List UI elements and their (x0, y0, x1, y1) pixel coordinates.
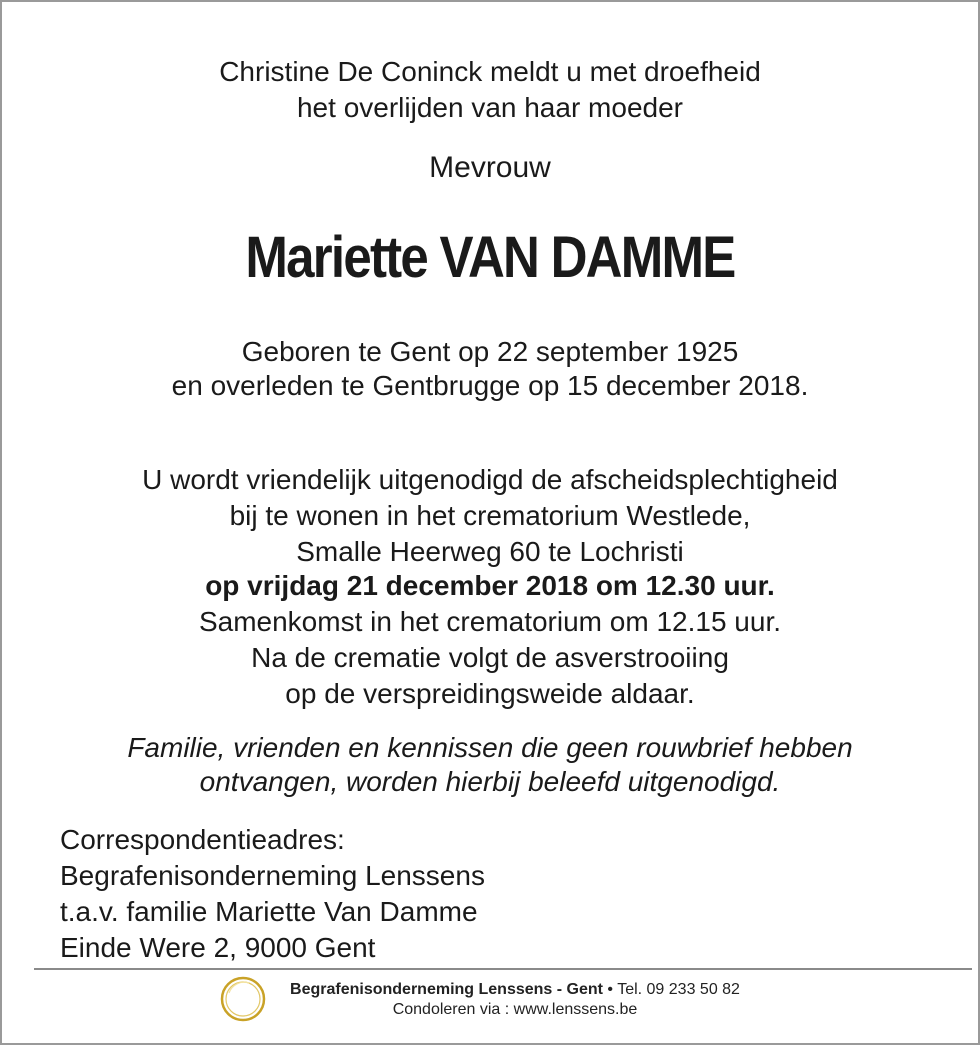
invitation-line-1: U wordt vriendelijk uitgenodigd de afscheidsplechtigheid (142, 464, 838, 495)
details-line-2: Na de crematie volgt de asverstrooiing (251, 642, 729, 673)
honorific-title: Mevrouw (429, 151, 551, 184)
invitation-line-3: Smalle Heerweg 60 te Lochristi (296, 536, 684, 567)
invitation-line-2: bij te wonen in het crematorium Westlede, (229, 500, 751, 531)
correspondence-attention: t.a.v. familie Mariette Van Damme (60, 896, 478, 927)
invite-note-line-2: ontvangen, worden hierbij beleefd uitgenodigd. (199, 766, 781, 797)
birth-line: Geboren te Gent op 22 september 1925 (241, 336, 739, 367)
correspondence-address: Einde Were 2, 9000 Gent (60, 932, 376, 963)
footer-condolence-link[interactable]: Condoleren via : www.lenssens.be (392, 1001, 638, 1018)
ceremony-datetime: op vrijdag 21 december 2018 om 12.30 uur. (205, 570, 775, 601)
correspondence-company: Begrafenisonderneming Lenssens (60, 860, 485, 891)
footer-contact-line (0, 980, 980, 1000)
invite-note-line-1: Familie, vrienden en kennissen die geen rouwbrief hebben (127, 732, 853, 763)
details-line-3: op de verspreidingsweide aldaar. (285, 678, 695, 709)
deceased-name: Mariette VAN DAMME (245, 225, 735, 290)
footer-company: Begrafenisonderneming Lenssens - Gent (290, 981, 603, 998)
death-line: en overleden te Gentbrugge op 15 december 2018. (171, 370, 809, 401)
announcement-line-1: Christine De Coninck meldt u met droefheid (219, 56, 761, 87)
footer-divider (34, 968, 972, 970)
correspondence-heading: Correspondentieadres: (60, 824, 345, 855)
details-line-1: Samenkomst in het crematorium om 12.15 uur. (198, 606, 782, 637)
footer-separator: • (602, 981, 618, 998)
footer-phone: Tel. 09 233 50 82 (617, 981, 740, 998)
announcement-line-2: het overlijden van haar moeder (296, 92, 683, 123)
